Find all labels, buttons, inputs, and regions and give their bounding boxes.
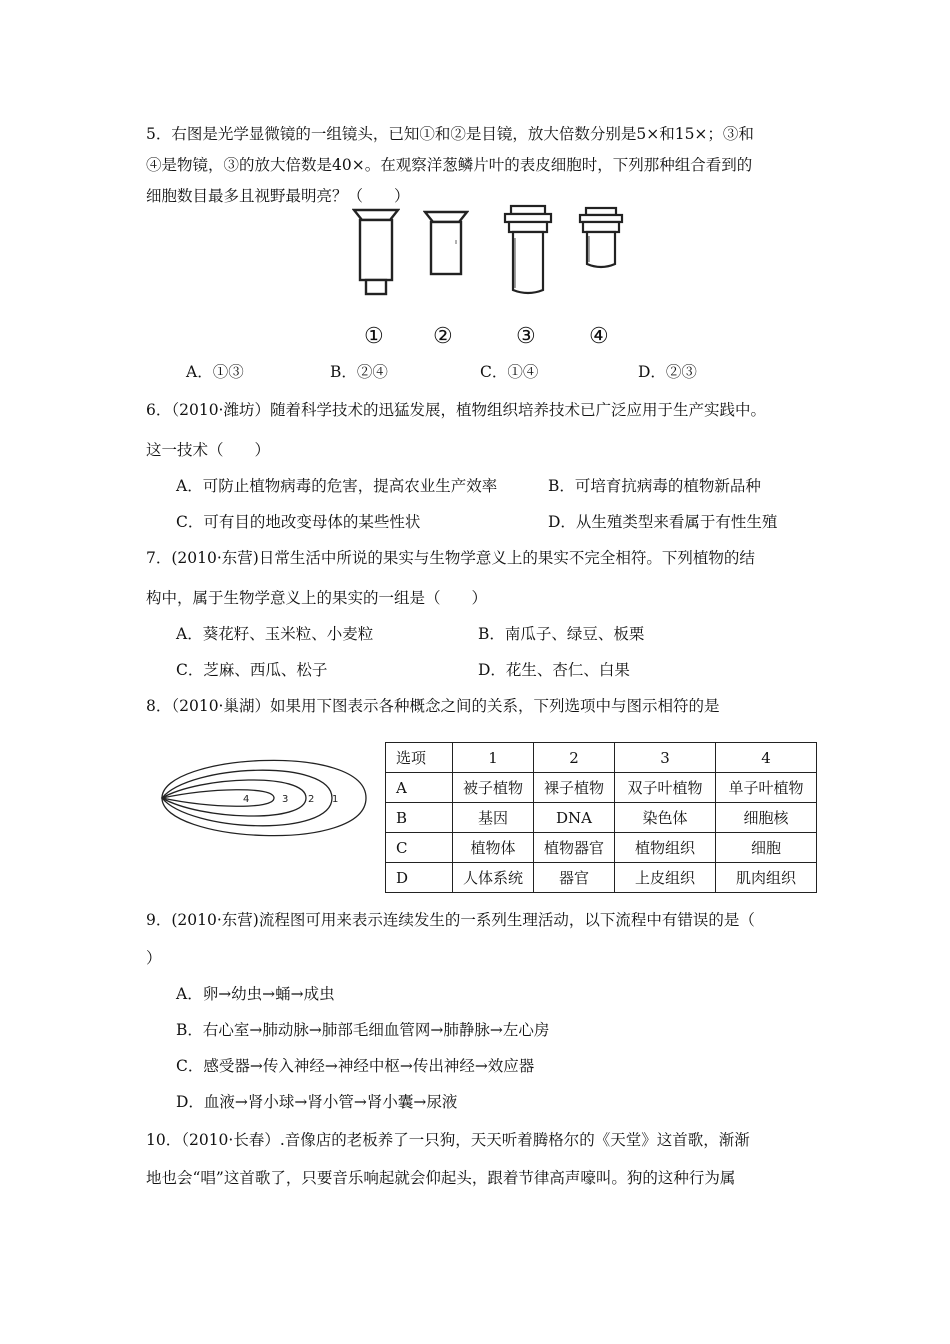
table-cell: D xyxy=(386,863,453,893)
table-cell: 器官 xyxy=(534,863,615,893)
table-cell: 植物器官 xyxy=(534,833,615,863)
table-cell: 裸子植物 xyxy=(534,773,615,803)
q5-line-3: 细胞数目最多且视野最明亮？（ ） xyxy=(146,187,410,205)
q5-line-1: 5．右图是光学显微镜的一组镜头，已知①和②是目镜，放大倍数分别是5×和15×；③和 xyxy=(146,125,754,143)
lens-3-objective-image xyxy=(503,204,553,298)
q5-line-2: ④是物镜，③的放大倍数是40×。在观察洋葱鳞片叶的表皮细胞时，下列那种组合看到的 xyxy=(146,156,753,174)
table-cell: 细胞 xyxy=(716,833,817,863)
table-header-row xyxy=(386,743,817,773)
diagram-label-3: 3 xyxy=(282,794,289,805)
q7-option-c: C．芝麻、西瓜、松子 xyxy=(176,661,328,679)
diagram-label-4: 4 xyxy=(243,794,250,805)
q7-option-b: B．南瓜子、绿豆、板栗 xyxy=(478,625,645,643)
q5-option-a: A．①③ xyxy=(186,363,244,381)
q9-option-c: C．感受器→传入神经→神经中枢→传出神经→效应器 xyxy=(176,1057,535,1075)
lens-label-4: ④ xyxy=(589,324,609,349)
q6-option-d: D．从生殖类型来看属于有性生殖 xyxy=(548,513,778,531)
table-header-cell: 1 xyxy=(453,743,534,773)
q10-line-1: 10．（2010·长春）.音像店的老板养了一只狗，天天听着腾格尔的《天堂》这首歌，渐渐 xyxy=(146,1131,750,1149)
nested-ellipse-diagram xyxy=(150,740,376,856)
concept-options-table xyxy=(385,742,817,893)
lens-label-2: ② xyxy=(433,324,453,349)
q9-option-b: B．右心室→肺动脉→肺部毛细血管网→肺静脉→左心房 xyxy=(176,1021,550,1039)
table-cell: 染色体 xyxy=(615,803,716,833)
table-header-cell: 4 xyxy=(716,743,817,773)
q7-line-1: 7．(2010·东营)日常生活中所说的果实与生物学意义上的果实不完全相符。下列植物的结 xyxy=(146,549,755,567)
table-header-cell: 选项 xyxy=(386,743,453,773)
table-cell: 基因 xyxy=(453,803,534,833)
q9-line-1: 9．(2010·东营)流程图可用来表示连续发生的一系列生理活动，以下流程中有错误的是（ xyxy=(146,911,755,929)
q10-line-2: 地也会“唱”这首歌了，只要音乐响起就会仰起头，跟着节律高声嚎叫。狗的这种行为属 xyxy=(146,1169,736,1187)
table-cell: 单子叶植物 xyxy=(716,773,817,803)
q7-line-2: 构中，属于生物学意义上的果实的一组是（ ） xyxy=(146,589,488,607)
diagram-label-2: 2 xyxy=(308,794,315,805)
table-cell: 被子植物 xyxy=(453,773,534,803)
q9-option-a: A．卵→幼虫→蛹→成虫 xyxy=(176,985,335,1003)
table-cell: 人体系统 xyxy=(453,863,534,893)
q9-option-d: D．血液→肾小球→肾小管→肾小囊→尿液 xyxy=(176,1093,458,1111)
table-cell: 上皮组织 xyxy=(615,863,716,893)
table-row xyxy=(386,863,817,893)
q6-line-2: 这一技术（ ） xyxy=(146,441,271,459)
table-row xyxy=(386,773,817,803)
table-cell: A xyxy=(386,773,453,803)
table-cell: 肌肉组织 xyxy=(716,863,817,893)
q6-option-b: B．可培育抗病毒的植物新品种 xyxy=(548,477,761,495)
lens-2-eyepiece-image xyxy=(423,210,469,276)
table-header-cell: 3 xyxy=(615,743,716,773)
q6-option-a: A．可防止植物病毒的危害，提高农业生产效率 xyxy=(176,477,498,495)
q9-line-2: ） xyxy=(146,949,162,967)
lens-4-objective-image xyxy=(578,206,624,272)
table-cell: C xyxy=(386,833,453,863)
lens-1-eyepiece-image xyxy=(352,208,400,298)
diagram-label-1: 1 xyxy=(332,794,339,805)
table-cell: 双子叶植物 xyxy=(615,773,716,803)
q6-option-c: C．可有目的地改变母体的某些性状 xyxy=(176,513,421,531)
q7-option-a: A．葵花籽、玉米粒、小麦粒 xyxy=(176,625,374,643)
table-header-cell: 2 xyxy=(534,743,615,773)
table-cell: B xyxy=(386,803,453,833)
table-row xyxy=(386,833,817,863)
table-cell: 植物组织 xyxy=(615,833,716,863)
q8-line-1: 8．（2010·巢湖）如果用下图表示各种概念之间的关系，下列选项中与图示相符的是 xyxy=(146,697,720,715)
q5-option-c: C．①④ xyxy=(480,363,539,381)
q5-option-d: D．②③ xyxy=(638,363,697,381)
q7-option-d: D．花生、杏仁、白果 xyxy=(478,661,630,679)
q5-option-b: B．②④ xyxy=(330,363,388,381)
table-cell: DNA xyxy=(534,803,615,833)
lens-label-1: ① xyxy=(364,324,384,349)
lens-label-3: ③ xyxy=(516,324,536,349)
table-row xyxy=(386,803,817,833)
table-cell: 植物体 xyxy=(453,833,534,863)
table-cell: 细胞核 xyxy=(716,803,817,833)
q6-line-1: 6．（2010·潍坊）随着科学技术的迅猛发展，植物组织培养技术已广泛应用于生产实践中。 xyxy=(146,401,766,419)
